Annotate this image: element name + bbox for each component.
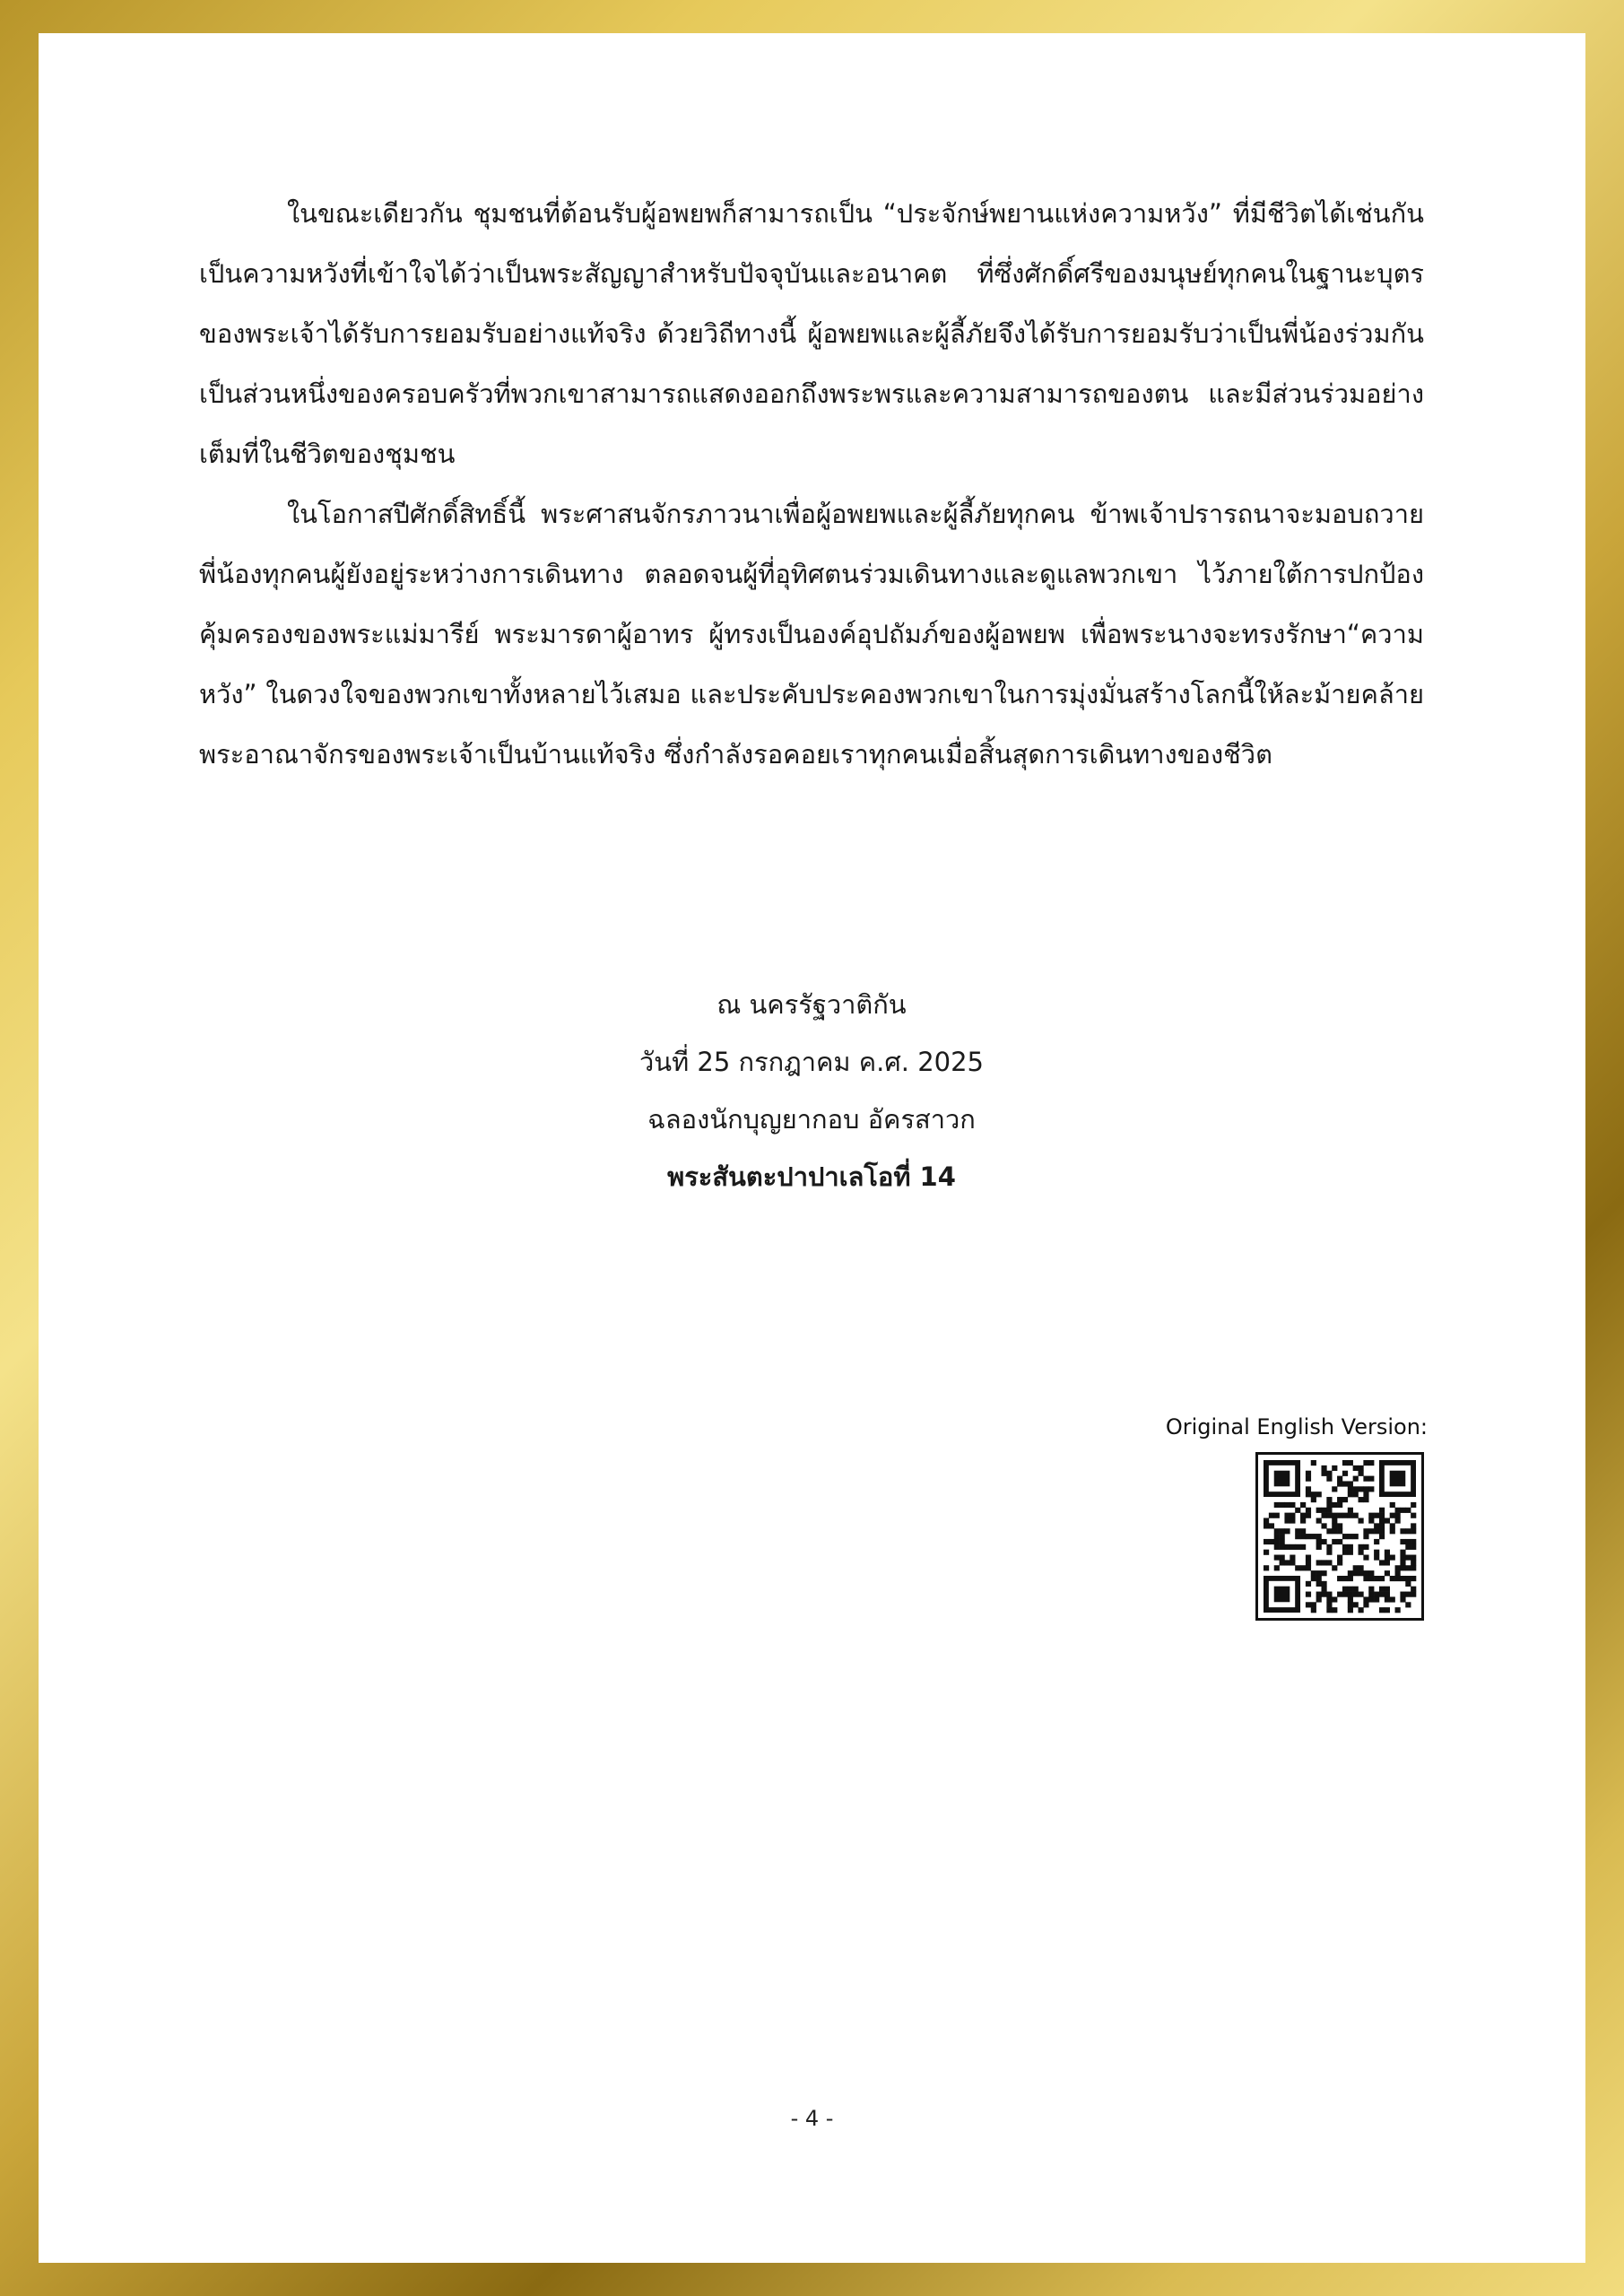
qr-code-icon[interactable] [1255, 1452, 1424, 1621]
signature-date: วันที่ 25 กรกฎาคม ค.ศ. 2025 [638, 1047, 984, 1077]
document-body [199, 184, 1424, 785]
paragraph-2: ในโอกาสปีศักดิ์สิทธิ์นี้ พระศาสนจักรภาวนาเพื่อผู้อพยพและผู้ลี้ภัยทุกคน ข้าพเจ้าปรารถนาจะมอบถวายพี่น้องทุกคนผู้ยังอยู่ระหว่างการเดินทาง ตลอดจนผู้ที่อุทิศตนร่วมเดินทางและดูแลพวกเขา ไว้ภายใต้การปกป้องคุ้มครองของพระแม่มารีย์ พระมารดาผู้อาทร ผู้ทรงเป็นองค์อุปถัมภ์ของผู้อพยพ เพื่อพระนางจะทรงรักษา“ความหวัง” ในดวงใจของพวกเขาทั้งหลายไว้เสมอ และประคับประคองพวกเขาในการมุ่งมั่นสร้างโลกนี้ให้ละม้ายคล้ายพระอาณาจักรของพระเจ้าเป็นบ้านแท้จริง ซึ่งกำลังรอคอยเราทุกคนเมื่อสิ้นสุดการเดินทางของชีวิต [199, 499, 1424, 770]
qr-code-graphic [1258, 1455, 1421, 1618]
signature-place: ณ นครรัฐวาติกัน [716, 989, 907, 1020]
page-number: - 4 - [790, 2106, 834, 2131]
signature-feast: ฉลองนักบุญยากอบ อัครสาวก [647, 1104, 976, 1135]
paragraph-1: ในขณะเดียวกัน ชุมชนที่ต้อนรับผู้อพยพก็สามารถเป็น “ประจักษ์พยานแห่งความหวัง” ที่มีชีวิตได้เช่นกัน เป็นความหวังที่เข้าใจได้ว่าเป็นพระสัญญาสำหรับปัจจุบันและอนาคต ที่ซึ่งศักดิ์ศรีของมนุษย์ทุกคนในฐานะบุตรของพระเจ้าได้รับการยอมรับอย่างแท้จริง ด้วยวิถีทางนี้ ผู้อพยพและผู้ลี้ภัยจึงได้รับการยอมรับว่าเป็นพี่น้องร่วมกัน เป็นส่วนหนึ่งของครอบครัวที่พวกเขาสามารถแสดงออกถึงพระพรและความสามารถของตน และมีส่วนร่วมอย่างเต็มที่ในชีวิตของชุมชน [199, 198, 1424, 469]
english-version-label: Original English Version: [1165, 1414, 1428, 1439]
signature-block [199, 976, 1424, 1205]
signature-pope-name: พระสันตะปาปาเลโอที่ 14 [667, 1161, 956, 1192]
